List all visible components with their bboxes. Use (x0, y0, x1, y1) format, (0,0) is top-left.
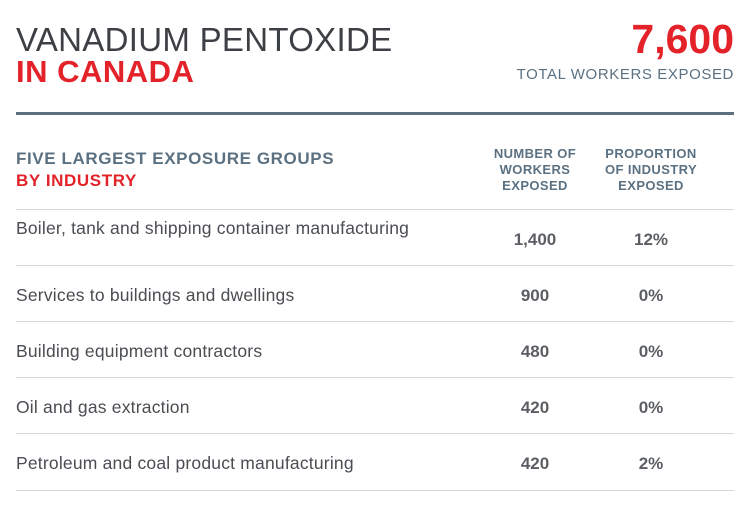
proportion-exposed-value: 0% (638, 398, 664, 417)
industry-name: Oil and gas extraction (16, 397, 190, 417)
table-row (16, 377, 734, 434)
proportion-exposed-value: 12% (633, 230, 669, 249)
section-heading-line2: BY INDUSTRY (16, 171, 137, 190)
column-header-proportion: PROPORTION OF INDUSTRY EXPOSED (604, 146, 698, 193)
workers-exposed-value: 1,400 (513, 230, 557, 249)
column-header-workers: NUMBER OF WORKERS EXPOSED (493, 146, 577, 193)
total-workers-label: TOTAL WORKERS EXPOSED (516, 66, 734, 83)
total-workers-number: 7,600 (631, 16, 734, 62)
industry-name: Services to buildings and dwellings (16, 285, 295, 305)
header-divider (16, 112, 734, 115)
section-heading-line1: FIVE LARGEST EXPOSURE GROUPS (16, 149, 335, 168)
table-row (16, 321, 734, 378)
workers-exposed-value: 900 (520, 286, 550, 305)
table-row (16, 209, 734, 266)
proportion-exposed-value: 2% (638, 454, 664, 473)
page-title: VANADIUM PENTOXIDE (16, 21, 393, 58)
proportion-exposed-value: 0% (638, 342, 664, 361)
workers-exposed-value: 420 (520, 398, 550, 417)
workers-exposed-value: 420 (520, 454, 550, 473)
industry-name: Building equipment contractors (16, 341, 263, 361)
industry-name: Boiler, tank and shipping container manufacturing (16, 218, 410, 238)
table-row (16, 265, 734, 322)
section-heading (16, 148, 334, 192)
industry-name: Petroleum and coal product manufacturing (16, 453, 354, 473)
page-subtitle: IN CANADA (16, 54, 195, 89)
workers-exposed-value: 480 (520, 342, 550, 361)
table-bottom-divider (16, 490, 734, 491)
table-row (16, 433, 734, 491)
proportion-exposed-value: 0% (638, 286, 664, 305)
